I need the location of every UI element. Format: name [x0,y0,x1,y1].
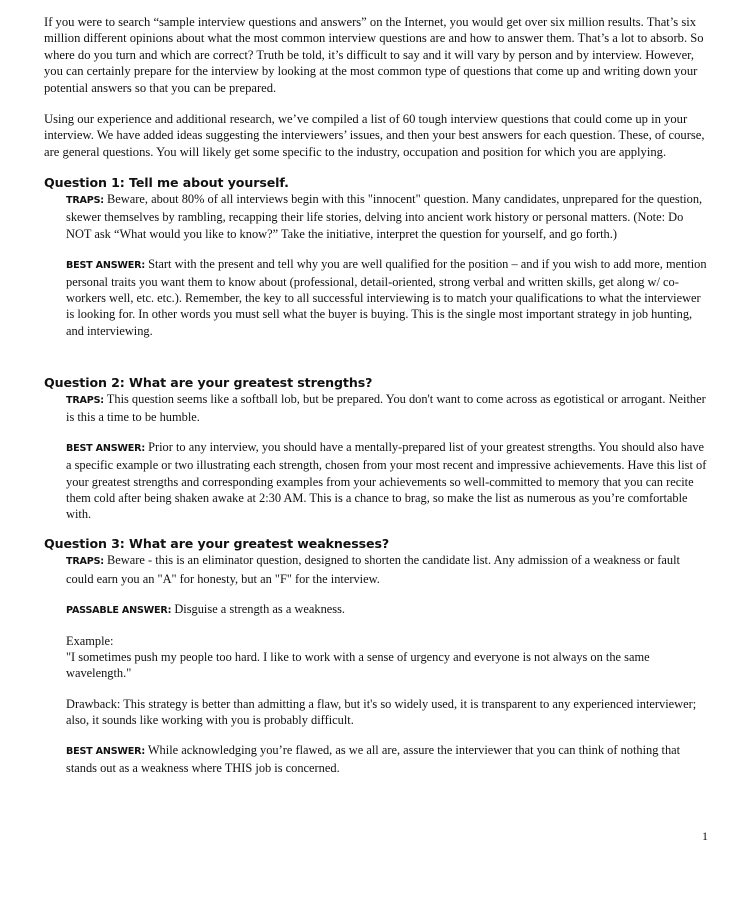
question-2-body [66,391,710,522]
traps-text: Beware - this is an eliminator question, designed to shorten the candidate list. Any admission of a weakness or fault could earn you an "A" for honesty, but an "F" for the interview. [66,553,680,586]
question-1-body [66,191,710,339]
intro-paragraph-1: If you were to search “sample interview questions and answers” on the Internet, you would get over six million results. That’s six million different opinions about what the most common interview questions are and how to answer them. That’s a lot to absorb. So where do you turn and which are correct? Truth be told, it’s difficult to say and it will vary by person and by interview. However, you can certainly prepare for the interview by looking at the most common type of questions that come up and writing down your potential answers so that you can be prepared. [44,15,704,95]
question-3-drawback: Drawback: This strategy is better than admitting a flaw, but it's so widely used, it is transparent to any experienced interviewer; also, it sounds like working with you is probably difficult. [66,696,697,727]
best-answer-label: BEST ANSWER: [66,259,145,271]
best-answer-text: Prior to any interview, you should have a mentally-prepared list of your greatest strengths. You should also have a specific example or two illustrating each strength, chosen from your most recent and impressive achievements. Have this list of your greatest strengths and corresponding examples from your achievements so well-committed to memory that you can recite them cold after being shaken awake at 2:30 AM. This is a chance to brag, so make the list as numerous as you’re comfortable with. [66,440,707,522]
question-3-passable-answer [66,601,710,619]
best-answer-text: While acknowledging you’re flawed, as we all are, assure the interviewer that you can think of nothing that stands out as a weakness where THIS job is concerned. [66,742,681,776]
intro-paragraph-2: Using our experience and additional research, we’ve compiled a list of 60 tough interview questions that could come up in your interview. We have added ideas suggesting the interviewers’ issues, and then your best answers for each question. These, of course, are general questions. You will likely get some specific to the industry, occupation and position for which you are applying. [44,112,705,159]
example-text: "I sometimes push my people too hard. I like to work with a sense of urgency and everyone is not always on the same wavelength." [66,650,650,681]
question-1-best-answer [66,256,710,339]
traps-label: TRAPS: [66,556,104,568]
example-label: Example: [66,633,114,648]
traps-label: TRAPS: [66,195,104,207]
question-2-best-answer [66,439,710,522]
traps-text: This question seems like a softball lob, but be prepared. You don't want to come across as egotistical or arrogant. Neither is this a time to be humble. [66,391,706,425]
passable-answer-label: PASSABLE ANSWER: [66,604,172,616]
traps-label: TRAPS: [66,394,104,406]
question-3-example [66,633,710,682]
question-3-best-answer [66,742,710,776]
question-2-traps [66,391,710,425]
passable-answer-text: Disguise a strength as a weakness. [171,601,346,616]
page-number: 1 [702,829,708,843]
best-answer-label: BEST ANSWER: [66,745,145,757]
best-answer-text: Start with the present and tell why you are well qualified for the position – and if you wish to add more, mention personal traits you want them to know about (professional, detail-oriented, strong verbal and written skills, get along w/ co-workers well, etc. etc.). Remember, the key to all successful interviewing is to match your qualifications to what the interviewer is looking for. In other words you must sell what the buyer is buying. This is the single most important strategy in job hunting, and interviewing. [66,256,707,338]
question-1-traps [66,191,710,242]
traps-text: Beware, about 80% of all interviews begin with this "innocent" question. Many candidates, unprepared for the question, skewer themselves by rambling, recapping their life stories, delving into ancient work history or personal matters. (Note: Do NOT ask “What would you like to know?” Take the initiative, interpret the question for yourself, and go forth.) [66,192,703,241]
question-3-body [66,552,710,776]
best-answer-label: BEST ANSWER: [66,443,145,455]
question-1-heading: Question 1: Tell me about yourself. [44,175,289,191]
question-2-heading: Question 2: What are your greatest strengths? [44,374,373,390]
question-3-heading: Question 3: What are your greatest weaknesses? [44,536,390,552]
question-3-traps [66,552,710,586]
